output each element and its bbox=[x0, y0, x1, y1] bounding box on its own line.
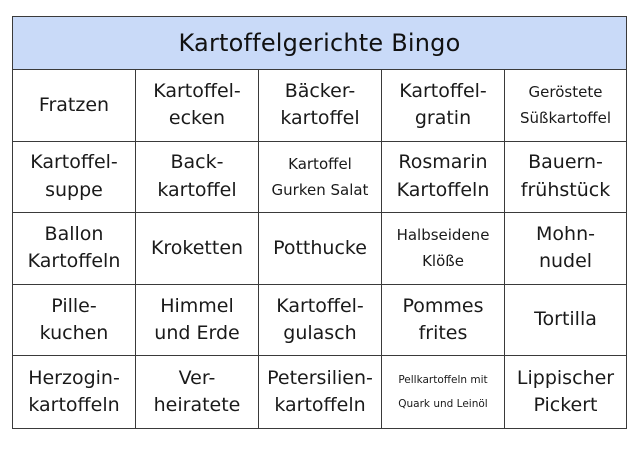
bingo-cell: Bäcker- kartoffel bbox=[259, 70, 382, 142]
bingo-cell: Kartoffel- gratin bbox=[382, 70, 505, 142]
bingo-cell: Kartoffel- suppe bbox=[13, 142, 136, 214]
bingo-cell: Potthucke bbox=[259, 213, 382, 285]
bingo-cell: Pille- kuchen bbox=[13, 285, 136, 357]
bingo-cell: Tortilla bbox=[505, 285, 626, 357]
bingo-cell: Kartoffel- ecken bbox=[136, 70, 259, 142]
bingo-cell: Fratzen bbox=[13, 70, 136, 142]
bingo-cell: Kartoffel- gulasch bbox=[259, 285, 382, 357]
bingo-cell: Rosmarin Kartoffeln bbox=[382, 142, 505, 214]
bingo-cell: Mohn- nudel bbox=[505, 213, 626, 285]
bingo-cell: Halbseidene Klöße bbox=[382, 213, 505, 285]
bingo-cell: Himmel und Erde bbox=[136, 285, 259, 357]
bingo-cell: Pellkartoffeln mit Quark und Leinöl bbox=[382, 356, 505, 428]
bingo-cell: Lippischer Pickert bbox=[516, 366, 615, 417]
bingo-cell: Back- kartoffel bbox=[136, 142, 259, 214]
bingo-cell: Geröstete Süßkartoffel bbox=[505, 70, 626, 142]
bingo-cell: Petersilien- kartoffeln bbox=[259, 356, 382, 428]
bingo-title: Kartoffelgerichte Bingo bbox=[13, 17, 626, 70]
bingo-card bbox=[12, 16, 627, 429]
bingo-cell: Pommes frites bbox=[382, 285, 505, 357]
bingo-cell: Kroketten bbox=[136, 213, 259, 285]
bingo-cell: Herzogin- kartoffeln bbox=[13, 356, 136, 428]
bingo-cell: Bauern- frühstück bbox=[505, 142, 626, 214]
bingo-cell: Ver- heiratete bbox=[136, 356, 259, 428]
bingo-cell: Kartoffel Gurken Salat bbox=[259, 142, 382, 214]
bingo-cell: Ballon Kartoffeln bbox=[13, 213, 136, 285]
bingo-grid bbox=[13, 70, 626, 428]
